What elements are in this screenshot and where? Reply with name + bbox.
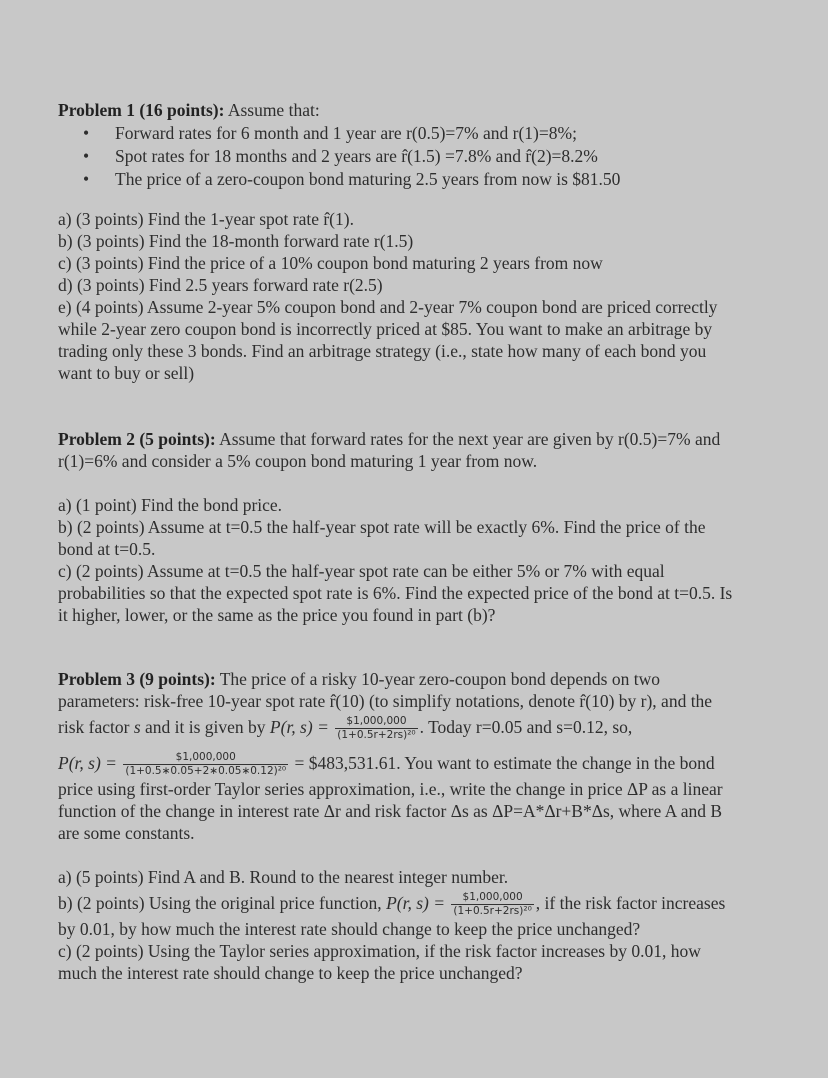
price-fraction: $\frac{\$1,000,000}{\text{(1+0.5r+2rs)²⁰}}$ — [453, 891, 532, 918]
question-b: b) (3 points) Find the 18-month forward rate r(1.5) — [58, 231, 414, 251]
price-formula-line: risk factor s and it is given by P(r, s) = $\frac{\$1,000,000}{\text{(1+0.5r+2rs)²⁰}}$ . Today r=0.05 and s=0.12, so, — [58, 715, 633, 742]
problem-3: Problem 3 (9 points): The price of a risky 10-year zero-coupon bond depends on two parameters: risk-free 10-year spot rate r̂(10) (to simplify notations, denote r̂(10) by r), and the risk factor s and it is given by P(r, s) = $\frac{\$1,000,000}{\text{(1+0.5r+2rs)²⁰}}$ . Today r=0.05 and s=0.12, so, P(r, s) = $\frac{\$1,000,000}{\text{(1+0.5∗0.05+2∗0.05∗0.12)²⁰}}$ = $483,531.61. You want to estimate the change in the bond price using first-order Taylor series approximation, i.e., write the change in price ΔP as a linear function of the change in interest rate Δr and risk factor Δs as ΔP=A*Δr+B*Δs, where A and B are some constants. a) (5 points) Find A and B. Round to the nearest integer number. b) (2 points) Using the original price function, P(r, s) = $\frac{\$1,000,000}{\text{(1+0.5r+2rs)²⁰}}$ , if the risk factor increases by 0.01, by how much the interest rate should change to keep the price unchanged? c) (2 points) Using the Taylor series approximation, if the risk factor increases by 0.01, how much the interest rate should change to keep the price unchanged? — [58, 668, 798, 984]
question-e: e) (4 points) Assume 2-year 5% coupon bond and 2-year 7% coupon bond are priced correctly — [58, 297, 718, 317]
question-c: c) (2 points) Assume at t=0.5 the half-year spot rate can be either 5% or 7% with equal — [58, 561, 665, 581]
problem-2: Problem 2 (5 points): Assume that forward rates for the next year are given by r(0.5)=7% and r(1)=6% and consider a 5% coupon bond maturing 1 year from now. a) (1 point) Find the bond price. b) (2 points) Assume at t=0.5 the half-year spot rate will be exactly 6%. Find the price of the bond at t=0.5. c) (2 points) Assume at t=0.5 the half-year spot rate can be either 5% or 7% with equal probabilities so that the expected spot rate is 6%. Find the expected price of the bond at t=0.5. Is it higher, lower, or the same as the price you found in part (b)? — [58, 428, 798, 626]
problem-3-heading: Problem 3 (9 points): — [58, 669, 216, 689]
question-b: b) (2 points) Assume at t=0.5 the half-year spot rate will be exactly 6%. Find the price of the — [58, 517, 706, 537]
question-e-cont: trading only these 3 bonds. Find an arbitrage strategy (i.e., state how many of each bond you — [58, 341, 707, 361]
bullet: • Spot rates for 18 months and 2 years are r̂(1.5) =7.8% and r̂(2)=8.2% — [58, 145, 798, 167]
price-fraction: $\frac{\$1,000,000}{\text{(1+0.5r+2rs)²⁰}}$ — [337, 715, 416, 742]
question-e-cont: while 2-year zero coupon bond is incorrectly priced at $85. You want to make an arbitrage by — [58, 319, 713, 339]
bullet: • The price of a zero-coupon bond maturing 2.5 years from now is $81.50 — [58, 168, 798, 190]
problem-2-heading: Problem 2 (5 points): — [58, 429, 216, 449]
question-c: c) (2 points) Using the Taylor series approximation, if the risk factor increases by 0.01, how — [58, 941, 701, 961]
bullet: • Forward rates for 6 month and 1 year are r(0.5)=7% and r(1)=8%; — [58, 122, 798, 144]
problem-1: Problem 1 (16 points): Assume that: • Forward rates for 6 month and 1 year are r(0.5)=7% and r(1)=8%; • Spot rates for 18 months and 2 years are r̂(1.5) =7.8% and r̂(2)=8.2% • The price of a zero-coupon bond maturing 2.5 years from now is $81.50 a) (3 points) Find the 1-year spot rate r̂(1). b) (3 points) Find the 18-month forward rate r(1.5) c) (3 points) Find the price of a 10% coupon bond maturing 2 years from now d) (3 points) Find 2.5 years forward rate r(2.5) e) (4 points) Assume 2-year 5% coupon bond and 2-year 7% coupon bond are priced correctly while 2-year zero coupon bond is incorrectly priced at $85. You want to make an arbitrage by trading only these 3 bonds. Find an arbitrage strategy (i.e., state how many of each bond you want to buy or sell) — [58, 99, 798, 384]
price-evaluated-fraction: $\frac{\$1,000,000}{\text{(1+0.5∗0.05+2∗0.05∗0.12)²⁰}}$ — [125, 751, 287, 778]
question-c: c) (3 points) Find the price of a 10% coupon bond maturing 2 years from now — [58, 253, 603, 273]
question-d: d) (3 points) Find 2.5 years forward rate r(2.5) — [58, 275, 383, 295]
question-e-cont: want to buy or sell) — [58, 363, 195, 383]
price-evaluation-line: P(r, s) = $\frac{\$1,000,000}{\text{(1+0.5∗0.05+2∗0.05∗0.12)²⁰}}$ = $483,531.61. You want to estimate the change in the bond — [58, 751, 715, 778]
question-a: a) (5 points) Find A and B. Round to the nearest integer number. — [58, 867, 509, 887]
question-b: b) (2 points) Using the original price function, P(r, s) = $\frac{\$1,000,000}{\text{(1+0.5r+2rs)²⁰}}$ , if the risk factor increases — [58, 891, 726, 918]
question-a: a) (1 point) Find the bond price. — [58, 495, 283, 515]
question-a: a) (3 points) Find the 1-year spot rate r̂(1). — [58, 209, 354, 229]
problem-1-heading: Problem 1 (16 points): — [58, 100, 225, 120]
